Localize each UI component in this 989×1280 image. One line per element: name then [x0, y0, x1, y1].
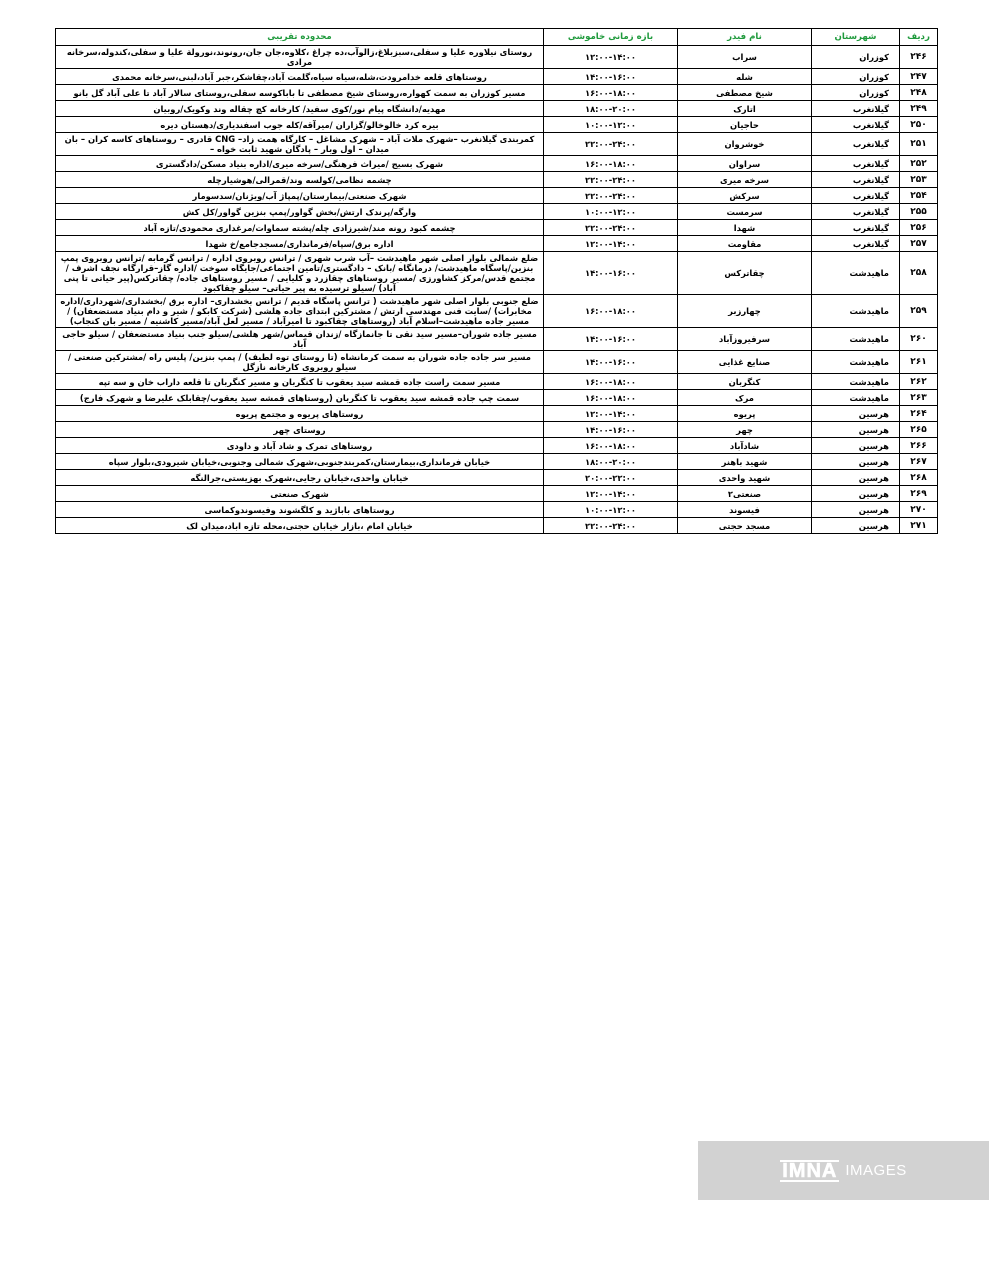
table-row	[56, 85, 938, 101]
table-row	[56, 101, 938, 117]
cell-index: ۲۶۶	[900, 438, 938, 454]
table-row	[56, 518, 938, 534]
cell-county: ماهیدشت	[812, 328, 900, 351]
cell-feeder: حاجیان	[678, 117, 812, 133]
cell-time: ۱۴:۰۰-۱۶:۰۰	[544, 351, 678, 374]
cell-county: هرسین	[812, 502, 900, 518]
cell-area: مسیر سر جاده جاده شوران به سمت کرمانشاه (تا روستای توه لطیف) / پمپ بنزین/ پلیس راه /مشترکین صنعتی /سیلو روبروی کارخانه نازگل	[56, 351, 544, 374]
header-feeder: نام فیدر	[678, 29, 812, 46]
cell-time: ۱۴:۰۰-۱۶:۰۰	[544, 422, 678, 438]
table-row	[56, 172, 938, 188]
cell-index: ۲۶۰	[900, 328, 938, 351]
cell-feeder: سرفیروزآباد	[678, 328, 812, 351]
cell-area: سمت چپ جاده قمشه سید یعقوب تا کنگربان (روستاهای قمشه سید یعقوب/چقابلک علیرضا و شهرک فارج)	[56, 390, 544, 406]
cell-time: ۱۰:۰۰-۱۲:۰۰	[544, 117, 678, 133]
table-row	[56, 328, 938, 351]
cell-county: هرسین	[812, 486, 900, 502]
cell-feeder: چهر	[678, 422, 812, 438]
cell-time: ۲۲:۰۰-۲۴:۰۰	[544, 188, 678, 204]
table-row	[56, 374, 938, 390]
table-row	[56, 69, 938, 85]
table-row	[56, 438, 938, 454]
cell-area: خیابان واحدی،خیابان رجایی،شهرک بهزیستی،جرالنگه	[56, 470, 544, 486]
cell-county: گیلانغرب	[812, 188, 900, 204]
outage-schedule-sheet	[55, 28, 937, 534]
cell-index: ۲۵۸	[900, 252, 938, 295]
table-row	[56, 502, 938, 518]
cell-county: هرسین	[812, 422, 900, 438]
cell-area: خیابان فرمانداری،بیمارستان،کمربندجنوبی،شهرک شمالی وجنوبی،خیابان شیرودی،بلوار سپاه	[56, 454, 544, 470]
table-row	[56, 406, 938, 422]
cell-area: خیابان امام ،بازار خیابان حجتی،محله تازه اباد،میدان لک	[56, 518, 544, 534]
cell-feeder: فیسوند	[678, 502, 812, 518]
table-row	[56, 454, 938, 470]
cell-time: ۱۲:۰۰-۱۴:۰۰	[544, 236, 678, 252]
table-row	[56, 390, 938, 406]
cell-feeder: کنگربان	[678, 374, 812, 390]
header-county: شهرستان	[812, 29, 900, 46]
cell-area: اداره برق/سپاه/فرمانداری/مسجدجامع/خ شهدا	[56, 236, 544, 252]
cell-county: گیلانغرب	[812, 156, 900, 172]
cell-feeder: شیخ مصطفی	[678, 85, 812, 101]
cell-area: شهرک صنعتی/بیمارستان/پمپاژ آب/ویژنان/سدسومار	[56, 188, 544, 204]
table-row	[56, 295, 938, 328]
cell-time: ۱۶:۰۰-۱۸:۰۰	[544, 438, 678, 454]
cell-time: ۱۶:۰۰-۱۸:۰۰	[544, 390, 678, 406]
cell-area: روستاهای باباژید و کلگشوند وفیسوندوکماسی	[56, 502, 544, 518]
cell-time: ۱۶:۰۰-۱۸:۰۰	[544, 374, 678, 390]
cell-feeder: چهارزبر	[678, 295, 812, 328]
cell-time: ۱۴:۰۰-۱۶:۰۰	[544, 69, 678, 85]
cell-area: شهرک بسیج /میراث فرهنگی/سرخه میری/اداره بنیاد مسکن/دادگستری	[56, 156, 544, 172]
cell-index: ۲۶۷	[900, 454, 938, 470]
cell-county: ماهیدشت	[812, 390, 900, 406]
cell-time: ۱۰:۰۰-۱۲:۰۰	[544, 204, 678, 220]
cell-area: مسیر سمت راست جاده قمشه سید یعقوب تا کنگربان و مسیر کنگربان تا قلعه داراب خان و سه تپه	[56, 374, 544, 390]
cell-feeder: شله	[678, 69, 812, 85]
cell-area: روستای چهر	[56, 422, 544, 438]
cell-county: گیلانغرب	[812, 101, 900, 117]
cell-feeder: شهید واحدی	[678, 470, 812, 486]
cell-index: ۲۴۹	[900, 101, 938, 117]
cell-area: ضلع شمالی بلوار اصلی شهر ماهیدشت –آب شرب شهری / ترانس روبروی اداره / ترانس گرمابه /ترانس روبروی پمپ بنزین/پاسگاه ماهیدشت/ درمانگاه /بانک – دادگستری/تامین اجتماعی/جایگاه سوخت /اداره گاز–قرارگاه نجف اشرف /مجتمع قدس/مرکز کشاورزی /مسیر روستاهای چقازرد و کلیایی / مسیر روستاهای جاده/ چقاترکس(پیر حیاتی تا پنی آباد) /سیلو ترسیده به پیر حیاتی– سیلو چقاکبود	[56, 252, 544, 295]
cell-index: ۲۶۴	[900, 406, 938, 422]
cell-time: ۱۶:۰۰-۱۸:۰۰	[544, 85, 678, 101]
cell-area: بیره کرد خالوخالو/گزاران /میرآقه/کله جوب اسفندیاری/دهستان دیره	[56, 117, 544, 133]
cell-index: ۲۵۴	[900, 188, 938, 204]
cell-feeder: شهدا	[678, 220, 812, 236]
cell-county: گیلانغرب	[812, 133, 900, 156]
cell-feeder: مرک	[678, 390, 812, 406]
cell-county: ماهیدشت	[812, 252, 900, 295]
cell-index: ۲۵۲	[900, 156, 938, 172]
cell-county: هرسین	[812, 454, 900, 470]
cell-time: ۱۸:۰۰-۲۰:۰۰	[544, 454, 678, 470]
cell-time: ۲۰:۰۰-۲۲:۰۰	[544, 470, 678, 486]
cell-index: ۲۶۳	[900, 390, 938, 406]
cell-county: گیلانغرب	[812, 117, 900, 133]
cell-feeder: صنعتی۲	[678, 486, 812, 502]
cell-index: ۲۵۶	[900, 220, 938, 236]
cell-feeder: سرخه میری	[678, 172, 812, 188]
table-row	[56, 204, 938, 220]
table-header-row	[56, 29, 938, 46]
table-row	[56, 188, 938, 204]
cell-feeder: چقاترکس	[678, 252, 812, 295]
cell-time: ۱۴:۰۰-۱۶:۰۰	[544, 252, 678, 295]
cell-feeder: سراوان	[678, 156, 812, 172]
cell-feeder: شادآباد	[678, 438, 812, 454]
cell-index: ۲۷۰	[900, 502, 938, 518]
header-index: ردیف	[900, 29, 938, 46]
cell-feeder: سراب	[678, 46, 812, 69]
cell-time: ۲۲:۰۰-۲۴:۰۰	[544, 220, 678, 236]
cell-county: کوزران	[812, 85, 900, 101]
cell-index: ۲۵۷	[900, 236, 938, 252]
cell-time: ۲۲:۰۰-۲۴:۰۰	[544, 133, 678, 156]
cell-time: ۲۲:۰۰-۲۴:۰۰	[544, 518, 678, 534]
cell-time: ۱۴:۰۰-۱۶:۰۰	[544, 328, 678, 351]
cell-time: ۲۲:۰۰-۲۴:۰۰	[544, 172, 678, 188]
cell-county: کوزران	[812, 46, 900, 69]
table-row	[56, 351, 938, 374]
cell-county: ماهیدشت	[812, 295, 900, 328]
cell-feeder: پریوه	[678, 406, 812, 422]
table-row	[56, 133, 938, 156]
table-row	[56, 486, 938, 502]
cell-county: گیلانغرب	[812, 172, 900, 188]
cell-index: ۲۶۲	[900, 374, 938, 390]
cell-feeder: مسجد حجتی	[678, 518, 812, 534]
cell-time: ۱۲:۰۰-۱۴:۰۰	[544, 406, 678, 422]
cell-feeder: صنایع غذایی	[678, 351, 812, 374]
watermark-text: IMAGES	[845, 1162, 907, 1179]
header-time: بازه زمانی خاموشی	[544, 29, 678, 46]
cell-time: ۱۶:۰۰-۱۸:۰۰	[544, 156, 678, 172]
cell-area: چشمه کبود رونه مند/شیرزادی چله/پشته سماوات/مرغداری محمودی/تازه آباد	[56, 220, 544, 236]
cell-index: ۲۶۱	[900, 351, 938, 374]
imna-logo: IMNA	[782, 1159, 838, 1182]
cell-county: ماهیدشت	[812, 374, 900, 390]
cell-area: روستاهای پریوه و مجتمع پریوه	[56, 406, 544, 422]
cell-index: ۲۷۱	[900, 518, 938, 534]
cell-time: ۱۶:۰۰-۱۸:۰۰	[544, 295, 678, 328]
cell-area: ضلع جنوبی بلوار اصلی شهر ماهیدشت ( ترانس پاسگاه قدیم / ترانس بخشداری– اداره برق /بخشداری/شهرداری/اداره مخابرات) /سایت فنی مهندسی ارتش / مشترکین ابتدای جاده هلشی (شرکت کابکو / شیر و دام بنیاد مستضعفان) /مسیر جاده ماهیدشت–اسلام آباد (روستاهای چقاکبود تا امیرآباد / مسیر لعل آباد/مسیر کاشنیه / مسیر بان کنجاب)	[56, 295, 544, 328]
cell-index: ۲۵۰	[900, 117, 938, 133]
cell-county: گیلانغرب	[812, 220, 900, 236]
cell-feeder: خوشروان	[678, 133, 812, 156]
table-row	[56, 236, 938, 252]
cell-index: ۲۵۵	[900, 204, 938, 220]
cell-area: روستاهای قلعه خدامرودت،شله،سیاه سیاه،گلمت آباد،چقاشکر،جبر آباد،لبنی،سرخانه محمدی	[56, 69, 544, 85]
cell-area: شهرک صنعتی	[56, 486, 544, 502]
cell-feeder: سرکش	[678, 188, 812, 204]
table-row	[56, 470, 938, 486]
cell-time: ۱۲:۰۰-۱۴:۰۰	[544, 486, 678, 502]
cell-feeder: سرمست	[678, 204, 812, 220]
cell-county: هرسین	[812, 470, 900, 486]
cell-area: چشمه نظامی/کولسه وند/قمرالی/هوشیارچله	[56, 172, 544, 188]
cell-area: مسیر کوزران به سمت کهواره،روستای شیخ مصطفی تا باباکوسه سفلی،روستای سالار آباد تا علی آباد گل بانو	[56, 85, 544, 101]
cell-index: ۲۵۱	[900, 133, 938, 156]
table-row	[56, 117, 938, 133]
cell-county: گیلانغرب	[812, 204, 900, 220]
cell-index: ۲۴۶	[900, 46, 938, 69]
cell-area: کمربندی گیلانغرب –شهرک ملات آباد – شهرک مشاغل – کارگاه همت زاد– CNG قادری – روستاهای کاسه کران – بان میدان – اول وبار – پادگان شهید ثابت خواه –	[56, 133, 544, 156]
cell-area: وارگه/پرندک ارتش/بخش گواور/پمپ بنزین گواور/کل کش	[56, 204, 544, 220]
cell-county: گیلانغرب	[812, 236, 900, 252]
cell-index: ۲۵۹	[900, 295, 938, 328]
cell-index: ۲۶۸	[900, 470, 938, 486]
cell-area: مسیر جاده شوران–مسیر سید نقی تا جانمازگاه /زندان قیماس/شهر هلشی/سیلو جنب بنیاد مستضعفان / سیلو حاجی آباد	[56, 328, 544, 351]
cell-county: هرسین	[812, 438, 900, 454]
cell-area: مهدیه/دانشگاه پیام نور/کوی سفید/ کارخانه کچ چقاله وند وکویک/روبیان	[56, 101, 544, 117]
cell-county: کوزران	[812, 69, 900, 85]
cell-area: روستاهای تمرک و شاد آباد و داودی	[56, 438, 544, 454]
cell-feeder: شهید باهنر	[678, 454, 812, 470]
table-body	[56, 46, 938, 534]
table-row	[56, 46, 938, 69]
cell-feeder: اتارک	[678, 101, 812, 117]
table-row	[56, 220, 938, 236]
table-row	[56, 422, 938, 438]
cell-time: ۱۲:۰۰-۱۴:۰۰	[544, 46, 678, 69]
cell-area: روستای نیلاوره علیا و سفلی،سبزبلاغ،زالوآب،ده چراغ ،کلاوه،جان جان،رونوند،نورولة علیا و سفلی،کندوله،سرخانه مرادی	[56, 46, 544, 69]
cell-index: ۲۶۵	[900, 422, 938, 438]
table-row	[56, 156, 938, 172]
cell-time: ۱۰:۰۰-۱۲:۰۰	[544, 502, 678, 518]
table-row	[56, 252, 938, 295]
cell-index: ۲۵۳	[900, 172, 938, 188]
cell-feeder: مقاومت	[678, 236, 812, 252]
cell-county: ماهیدشت	[812, 351, 900, 374]
cell-county: هرسین	[812, 406, 900, 422]
outage-schedule-table	[55, 28, 938, 534]
imna-images-watermark	[698, 1141, 989, 1200]
cell-index: ۲۴۷	[900, 69, 938, 85]
cell-time: ۱۸:۰۰-۲۰:۰۰	[544, 101, 678, 117]
cell-county: هرسین	[812, 518, 900, 534]
cell-index: ۲۶۹	[900, 486, 938, 502]
cell-index: ۲۴۸	[900, 85, 938, 101]
header-area: محدوده تقریبی	[56, 29, 544, 46]
